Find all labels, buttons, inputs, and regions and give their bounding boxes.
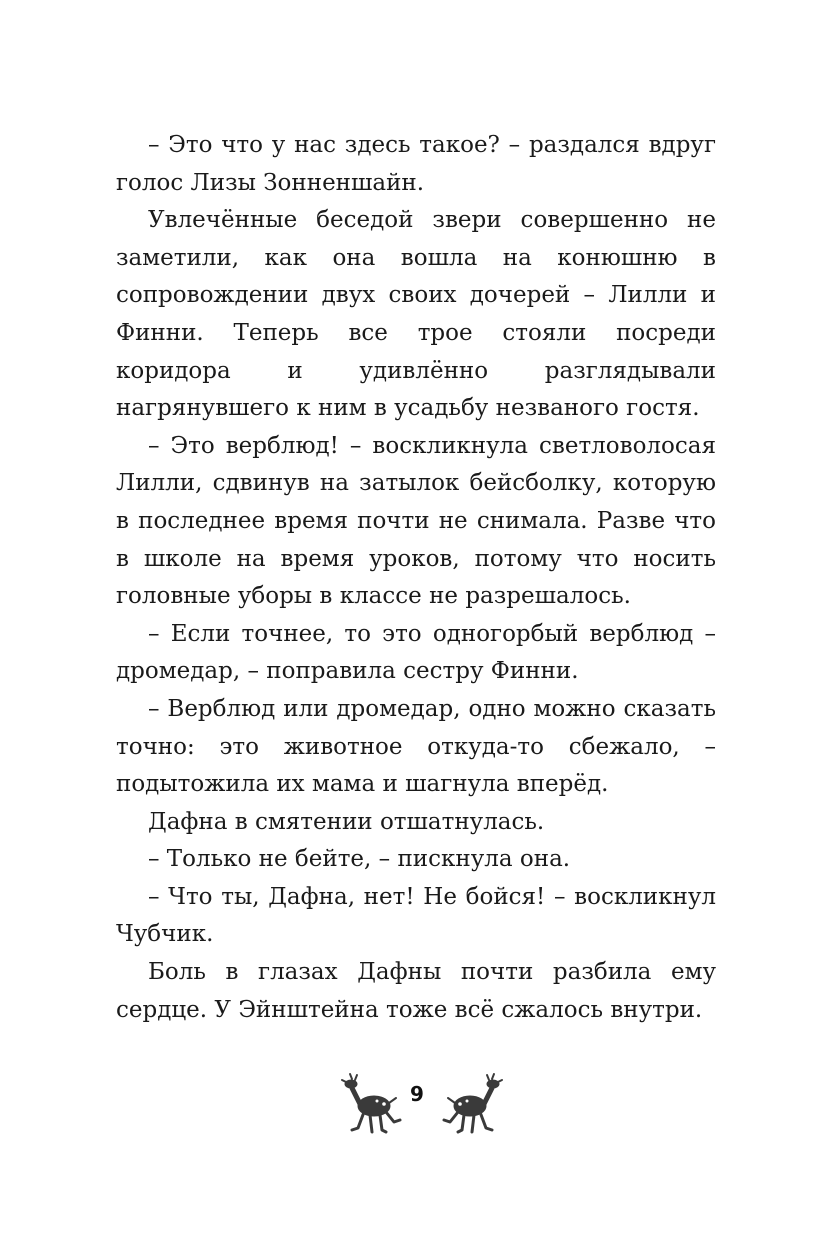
page-footer bbox=[0, 1068, 833, 1148]
paragraph-2: Увлечённые беседой звери совершенно не заметили, как она вошла на конюшню в сопровождении двух своих дочерей – Лилли и Финни. Теперь все трое стояли посреди коридора и удивлённо разглядывали нагрянувшего к ним в усадьбу незваного гостя. bbox=[116, 207, 716, 422]
paragraph-5: – Верблюд или дромедар, одно можно сказать точно: это животное откуда-то сбежало, – подытожила их мама и шагнула вперёд. bbox=[116, 695, 716, 798]
paragraph-6: Дафна в смятении отшатнулась. bbox=[148, 808, 545, 835]
page-number: 9 bbox=[410, 1082, 424, 1106]
page-text bbox=[116, 127, 716, 1029]
paragraph-7: – Только не бейте, – пискнула она. bbox=[148, 846, 571, 873]
paragraph-3: – Это верблюд! – воскликнула светловолосая Лилли, сдвинув на затылок бейсболку, которую в последнее время почти не снимала. Разве что в школе на время уроков, потому что носить головные уборы в классе не разрешалось. bbox=[116, 432, 716, 610]
camel-icon bbox=[434, 1070, 514, 1140]
paragraph-8: – Что ты, Дафна, нет! Не бойся! – воскликнул Чубчик. bbox=[116, 883, 716, 948]
paragraph-1: – Это что у нас здесь такое? – раздался вдруг голос Лизы Зонненшайн. bbox=[116, 132, 716, 196]
paragraph-9: Боль в глазах Дафны почти разбила ему сердце. У Эйнштейна тоже всё сжалось внутри. bbox=[116, 959, 716, 1023]
camel-icon bbox=[330, 1070, 410, 1140]
paragraph-4: – Если точнее, то это одногорбый верблюд – дромедар, – поправила сестру Финни. bbox=[116, 620, 716, 685]
